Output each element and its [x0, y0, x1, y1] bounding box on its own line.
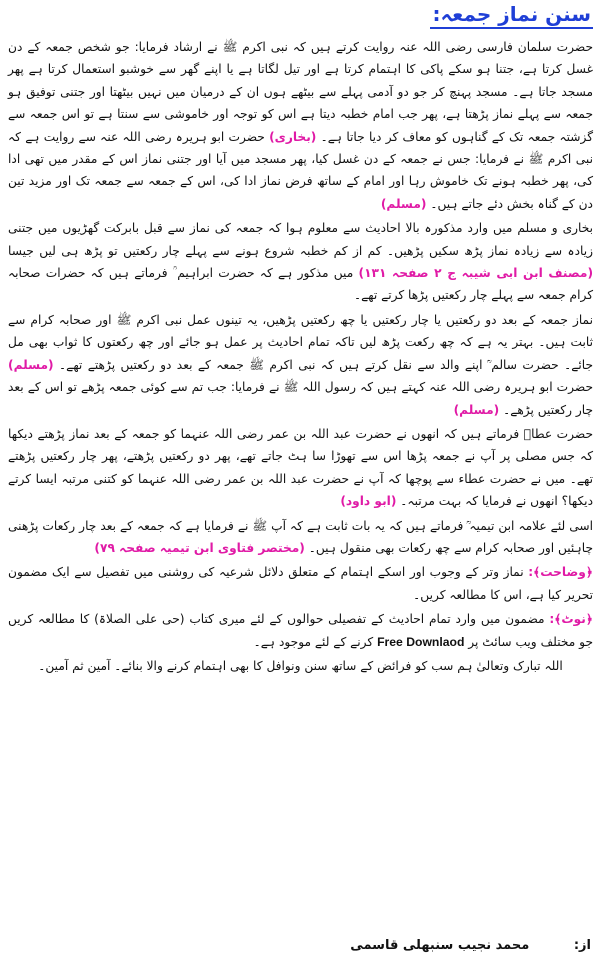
hadith-text: حضرت ابو ہریرہ رضی اللہ عنہ سے روایت ہے کہ نبی اکرم ﷺ نے فرمایا: جس نے جمعہ کے دن غسل کیا، پھر مسجد میں آیا اور جتنی نماز اس کے مقدر میں تھی ادا کی، پھر خطبہ ہونے تک خاموش رہا اور امام کے ساتھ فرض نماز ادا کی، اس کے جمعہ سے جمعہ تک اور مزید تین دن کے گناہ بخش دئے جاتے ہیں۔ — [8, 129, 593, 211]
body-text: میں مذکور ہے کہ حضرت ابراہیم ؒ فرماتے ہیں کہ حضرات صحابہ کرام جمعہ سے پہلے چار رکعتیں پڑھا کرتے تھے۔ — [8, 266, 593, 303]
clarification-label: ﴿وضاحت﴾: — [528, 565, 593, 580]
footnote — [8, 608, 593, 653]
body-text: بخاری و مسلم میں وارد مذکورہ بالا احادیث سے معلوم ہوا کہ جمعہ کی نماز سے قبل بابرکت گھڑیوں میں جتنی زیادہ سے زیادہ نماز پڑھ سکیں پڑھیں۔ کم از کم خطبہ شروع ہونے سے پہلے چار رکعتیں تو پڑھ ہی لیں جیسا — [8, 221, 593, 258]
author-name: محمد نجیب سنبھلی قاسمی — [350, 938, 530, 953]
hadith-text: حضرت سلمان فارسی رضی اللہ عنہ روایت کرتے ہیں کہ نبی اکرم ﷺ نے ارشاد فرمایا: جو شخص جمعہ کے دن غسل کرتا ہے، جتنا ہو سکے پاکی کا اہتمام کرتا ہے اور تیل لگاتا ہے یا اپنے گھر سے خوشبو استعمال کرتا ہے پھر مسجد جاتا ہے۔ مسجد پہنچ کر جو دو آدمی پہلے سے بیٹھے ہوں ان کے درمیان میں نہیں بیٹھتا اور جتنی توفیق ہو جمعہ سے پہلے نماز پڑھتا ہے، پھر جب امام خطبہ دیتا ہے اس کو توجہ اور خاموشی سے سنتا ہے تو اس جمعہ سے گزشتہ جمعہ تک کے گناہوں کو معاف کر دیا جاتا ہے۔ — [8, 40, 594, 144]
author-signature — [350, 938, 591, 953]
author-prefix: از: — [573, 938, 591, 953]
body-text: اسی لئے علامہ ابن تیمیہ ؒ فرماتے ہیں کہ یہ بات ثابت ہے کہ آپ ﷺ نے فرمایا ہے کہ جمعہ کے بعد چار رکعات پڑھنی چاہئیں اور صحابہ کرام سے چھ رکعات بھی منقول ہیں۔ — [8, 518, 593, 555]
paragraph-ibn-taymiyyah — [8, 515, 593, 560]
paragraph-after-jumuah — [8, 309, 593, 421]
reference-muslim: (مسلم) — [380, 196, 427, 211]
reference-muslim: (مسلم) — [453, 402, 500, 417]
reference-musannaf: (مصنف ابن ابی شیبہ ج ۲ صفحہ ۱۳۱) — [358, 266, 594, 281]
reference-muslim: (مسلم) — [8, 357, 54, 372]
note-label: ﴿نوٹ﴾: — [549, 612, 594, 627]
reference-abu-dawud: (ابو داود) — [340, 494, 397, 509]
body-text: حضرت ابو ہریرہ رضی اللہ عنہ کہتے ہیں کہ رسول اللہ ﷺ نے فرمایا: جب تم سے کوئی جمعہ پڑھے تو اس کے بعد چار رکعتیں پڑھے۔ — [8, 380, 593, 417]
note-text: مضمون میں وارد تمام احادیث کے تفصیلی حوالوں کے لئے میری کتاب (حی علی الصلاۃ) کا مطالعہ کریں جو مختلف ویب سائٹ پر — [8, 612, 593, 649]
body-text: حضرت عطاؒ فرماتے ہیں کہ انھوں نے حضرت عبد اللہ بن عمر رضی اللہ عنہما کو جمعہ کے بعد نماز پڑھتے دیکھا کہ جس مصلی پر آپ نے جمعہ پڑھا اس سے تھوڑا سا ہٹ جاتے تھے، پھر دو رکعتیں پڑھتے، پھر چار رکعتیں پڑھتے تھے۔ میں نے حضرت عطاء سے پوچھا کہ آپ نے حضرت عبد اللہ بن عمر رضی اللہ عنہما کو کتنی مرتبہ ایسا کرتے دیکھا؟ انھوں نے فرمایا کہ بہت مرتبہ۔ — [8, 426, 593, 509]
clarification-note — [8, 561, 593, 606]
paragraph-before-jumuah — [8, 217, 593, 307]
paragraph-salman — [8, 36, 593, 215]
reference-fatawa: (مختصر فتاوی ابن تیمیہ صفحہ ۷۹) — [94, 540, 305, 555]
free-download-text: Free Downlaod — [377, 634, 465, 649]
closing-dua: اللہ تبارک وتعالیٰ ہم سب کو فرائض کے ساتھ سنن ونوافل کا بھی اہتمام کرنے والا بنائے۔ آمین ثم آمین۔ — [38, 658, 563, 673]
note-text: کرنے کے لئے موجود ہے۔ — [253, 634, 374, 649]
reference-bukhari: (بخاری) — [269, 129, 317, 144]
article-body — [8, 36, 593, 679]
paragraph-ata — [8, 423, 593, 513]
page-title: سنن نماز جمعہ: — [430, 2, 593, 29]
clarification-text: نماز وتر کے وجوب اور اسکے اہتمام کے متعلق دلائل شرعیہ کی روشنی میں تفصیل سے ایک مضمون تحریر کیا ہے، اس کا مطالعہ کریں۔ — [8, 565, 593, 602]
body-text: نماز جمعہ کے بعد دو رکعتیں یا چار رکعتیں یا چھ رکعتیں پڑھیں، یہ تینوں عمل نبی اکرم ﷺ اور صحابہ کرام سے ثابت ہیں۔ بہتر یہ ہے کہ چھ رکعت پڑھ لیں تاکہ تمام احادیث پر عمل ہو جائے اور چھ رکعتوں کا ثواب بھی مل جائے۔ حضرت سالم ؒ اپنے والد سے نقل کرتے ہیں کہ نبی اکرم ﷺ جمعہ کے بعد دو رکعتیں پڑھتے تھے۔ — [8, 312, 593, 372]
